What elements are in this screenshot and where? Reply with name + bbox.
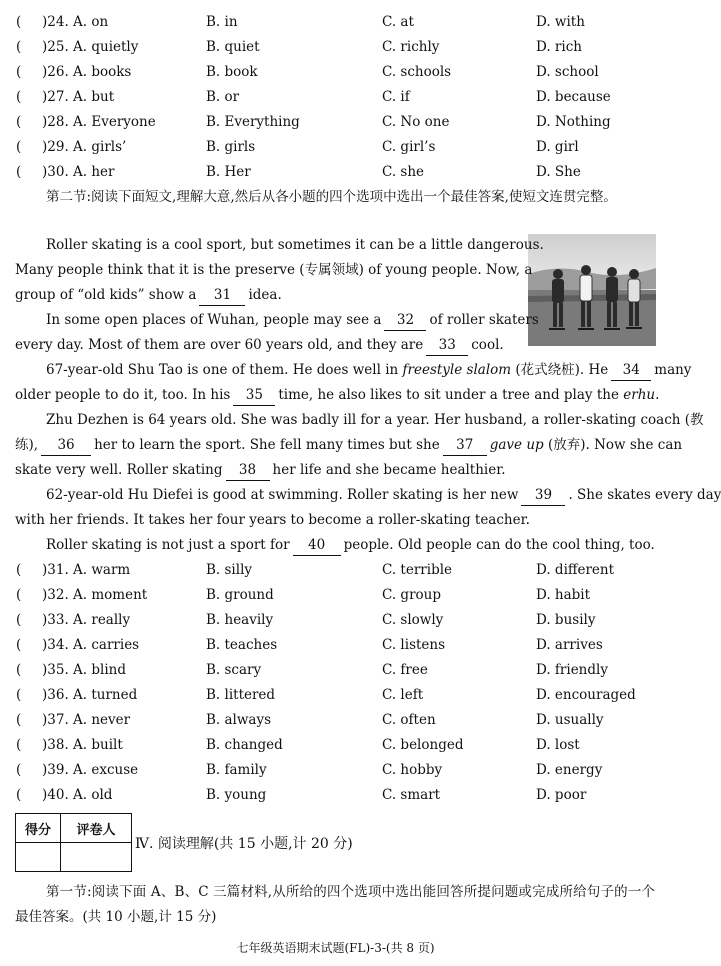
question-28 [0,110,671,135]
option-c: C. if [382,89,410,105]
grader-header: 评卷人 [61,814,132,843]
option-d: D. usually [536,712,604,728]
passage-line: 67-year-old Shu Tao is one of them. He does well in freestyle slalom (花式绕桩). He 34 many [46,358,691,383]
answer-paren: ( [16,139,22,155]
option-d: D. lost [536,737,580,753]
section2-instruction: 第二节:阅读下面短文,理解大意,然后从各小题的四个选项中选出一个最佳答案,使短文连贯完整。 [46,189,617,205]
option-a: )27. A. but [42,89,115,105]
question-31 [0,558,671,583]
question-27 [0,85,671,110]
question-30 [0,160,671,185]
passage-line: 62-year-old Hu Diefei is good at swimming. Roller skating is her new 39 . She skates every day [46,483,721,508]
option-d: D. Nothing [536,114,611,130]
option-a: )37. A. never [42,712,131,728]
question-34 [0,633,671,658]
page-footer: 七年级英语期末试题(FL)-3-(共 8 页) [236,941,435,955]
answer-paren: ( [16,637,22,653]
option-d: D. encouraged [536,687,636,703]
passage-line: older people to do it, too. In his 35 time, he also likes to sit under a tree and play the erhu. [15,383,659,408]
section4-1-instruction: 第一节:阅读下面 A、B、C 三篇材料,从所给的四个选项中选出能回答所提问题或完成所给句子的一个最佳答案。(共 10 小题,计 15 分) [15,884,655,925]
question-26 [0,60,671,85]
option-b: B. young [206,787,267,803]
option-d: D. school [536,64,599,80]
option-a: )25. A. quietly [42,39,139,55]
passage-line: 练), 36 her to learn the sport. She fell many times but she 37 gave up (放弃). Now she can [15,433,682,458]
option-c: C. terrible [382,562,453,578]
option-d: D. energy [536,762,603,778]
option-a: )24. A. on [42,14,109,30]
passage-line: Zhu Dezhen is 64 years old. She was badly ill for a year. Her husband, a roller-skating coach (教 [46,412,704,428]
blank-34: 34 [611,361,651,381]
answer-paren: ( [16,14,22,30]
photo-graphic [528,234,656,346]
passage-line: In some open places of Wuhan, people may see a 32 of roller skaters [46,308,539,333]
option-d: D. arrives [536,637,603,653]
option-c: C. girl’s [382,139,436,155]
option-b: B. heavily [206,612,274,628]
blank-33: 33 [426,336,468,356]
passage-line: Roller skating is not just a sport for 40 people. Old people can do the cool thing, too. [46,533,655,558]
option-b: B. silly [206,562,253,578]
blank-40: 40 [293,536,341,556]
question-24 [0,10,671,35]
passage-line: with her friends. It takes her four years to become a roller-skating teacher. [15,512,530,528]
roller-skaters-photo [528,234,656,346]
option-b: B. quiet [206,39,260,55]
option-d: D. rich [536,39,582,55]
question-29 [0,135,671,160]
blank-35: 35 [233,386,275,406]
option-b: B. scary [206,662,262,678]
blank-31: 31 [199,286,245,306]
option-a: )35. A. blind [42,662,126,678]
option-c: C. free [382,662,428,678]
grader-cell [61,843,132,872]
option-a: )29. A. girls’ [42,139,127,155]
option-d: D. poor [536,787,587,803]
passage-line: group of “old kids” show a 31 idea. [15,283,282,308]
option-c: C. group [382,587,441,603]
blank-32: 32 [384,311,426,331]
option-d: D. friendly [536,662,608,678]
question-32 [0,583,671,608]
option-b: B. teaches [206,637,278,653]
answer-paren: ( [16,164,22,180]
option-c: C. she [382,164,425,180]
answer-paren: ( [16,662,22,678]
score-table [15,813,132,872]
passage-line: Roller skating is a cool sport, but sometimes it can be a little dangerous. [46,237,544,253]
score-cell [16,843,61,872]
option-a: )36. A. turned [42,687,138,703]
option-a: )26. A. books [42,64,132,80]
option-d: D. busily [536,612,596,628]
option-c: C. hobby [382,762,443,778]
option-d: D. girl [536,139,579,155]
option-b: B. changed [206,737,283,753]
question-39 [0,758,671,783]
option-c: C. smart [382,787,441,803]
score-header: 得分 [16,814,61,843]
option-d: D. because [536,89,611,105]
option-d: D. habit [536,587,591,603]
option-a: )40. A. old [42,787,113,803]
answer-paren: ( [16,612,22,628]
answer-paren: ( [16,687,22,703]
answer-paren: ( [16,712,22,728]
option-b: B. girls [206,139,256,155]
blank-36: 36 [41,436,91,456]
passage-line: Many people think that it is the preserve (专属领域) of young people. Now, a [15,262,533,278]
answer-paren: ( [16,787,22,803]
option-d: D. with [536,14,585,30]
option-a: )30. A. her [42,164,115,180]
option-b: B. in [206,14,238,30]
question-37 [0,708,671,733]
answer-paren: ( [16,737,22,753]
option-a: )34. A. carries [42,637,140,653]
question-33 [0,608,671,633]
option-a: )33. A. really [42,612,131,628]
option-b: B. Everything [206,114,300,130]
option-c: C. belonged [382,737,464,753]
question-40 [0,783,671,808]
answer-paren: ( [16,562,22,578]
option-a: )31. A. warm [42,562,131,578]
blank-39: 39 [521,486,565,506]
answer-paren: ( [16,39,22,55]
option-c: C. slowly [382,612,444,628]
option-c: C. often [382,712,436,728]
option-b: B. littered [206,687,276,703]
option-a: )32. A. moment [42,587,148,603]
option-c: C. No one [382,114,450,130]
option-a: )39. A. excuse [42,762,139,778]
answer-paren: ( [16,64,22,80]
question-36 [0,683,671,708]
option-c: C. schools [382,64,452,80]
question-35 [0,658,671,683]
option-d: D. She [536,164,581,180]
answer-paren: ( [16,587,22,603]
question-38 [0,733,671,758]
option-c: C. richly [382,39,440,55]
blank-37: 37 [443,436,487,456]
blank-38: 38 [226,461,270,481]
option-a: )38. A. built [42,737,123,753]
passage-line: skate very well. Roller skating 38 her life and she became healthier. [15,458,506,483]
section4-title: Ⅳ. 阅读理解(共 15 小题,计 20 分) [135,836,353,852]
answer-paren: ( [16,89,22,105]
option-b: B. always [206,712,272,728]
option-c: C. listens [382,637,446,653]
passage-line: every day. Most of them are over 60 years old, and they are 33 cool. [15,333,504,358]
answer-paren: ( [16,114,22,130]
option-a: )28. A. Everyone [42,114,156,130]
option-b: B. or [206,89,240,105]
option-b: B. Her [206,164,251,180]
option-d: D. different [536,562,615,578]
question-25 [0,35,671,60]
option-c: C. at [382,14,414,30]
option-c: C. left [382,687,424,703]
option-b: B. ground [206,587,274,603]
answer-paren: ( [16,762,22,778]
option-b: B. family [206,762,267,778]
option-b: B. book [206,64,258,80]
